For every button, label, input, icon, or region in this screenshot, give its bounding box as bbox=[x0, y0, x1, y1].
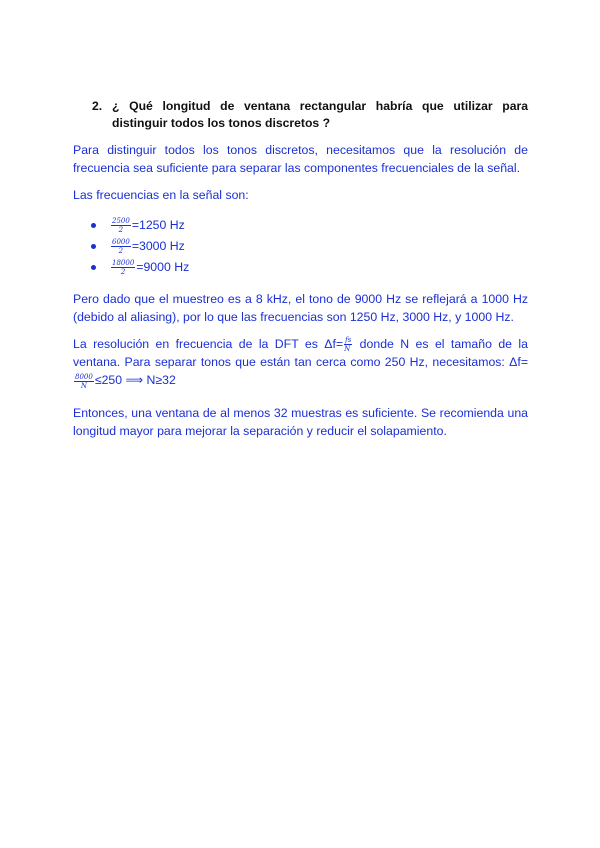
frequency-result: =3000 Hz bbox=[131, 239, 185, 253]
fraction: $\frac{6000}{2}$ bbox=[112, 238, 130, 256]
conclusion-paragraph: Entonces, una ventana de al menos 32 muestras es suficiente. Se recomienda una longitud mayor para mejorar la separación y reducir el solapamiento. bbox=[73, 406, 528, 438]
fraction: $\frac{18000}{2}$ bbox=[112, 259, 135, 277]
bullet-icon bbox=[91, 265, 96, 270]
question-text: ¿ Qué longitud de ventana rectangular habría que utilizar para distinguir todos los tonos discretos ? bbox=[112, 99, 528, 130]
resolution-line-1: La resolución en frecuencia de la DFT es Δf= $\frac{fs}{N}$ donde N es el tamaño de la bbox=[73, 336, 528, 354]
question-number: 2. bbox=[92, 99, 103, 113]
bullet-icon bbox=[91, 244, 96, 249]
question-heading bbox=[92, 98, 528, 132]
frequency-result: =1250 Hz bbox=[131, 218, 185, 232]
fraction: $\frac{8000}{N}$ bbox=[75, 372, 93, 390]
resolution-line-3: $\frac{8000}{N}$ ≤250 ⟹ N≥32 bbox=[75, 372, 176, 390]
frequencies-heading: Las frecuencias en la señal son: bbox=[73, 188, 249, 202]
resolution-paragraph bbox=[73, 335, 528, 390]
aliasing-paragraph: Pero dado que el muestreo es a 8 kHz, el tono de 9000 Hz se reflejará a 1000 Hz (debido al aliasing), por lo que las frecuencias son 1250 Hz, 3000 Hz, y 1000 Hz. bbox=[73, 292, 528, 324]
intro-paragraph: Para distinguir todos los tonos discretos, necesitamos que la resolución de frecuencia sea suficiente para separar las componentes frecuenciales de la señal. bbox=[73, 143, 528, 175]
frequency-result: =9000 Hz bbox=[136, 260, 190, 274]
fraction: $\frac{2500}{2}$ bbox=[112, 217, 130, 235]
frequency-list bbox=[91, 216, 189, 279]
list-item bbox=[91, 216, 189, 237]
list-item bbox=[91, 237, 189, 258]
bullet-icon bbox=[91, 223, 96, 228]
fraction: $\frac{fs}{N}$ bbox=[344, 336, 352, 354]
list-item bbox=[91, 258, 189, 279]
resolution-line-2: ventana. Para separar tonos que están tan cerca como 250 Hz, necesitamos: Δf= bbox=[73, 355, 528, 370]
